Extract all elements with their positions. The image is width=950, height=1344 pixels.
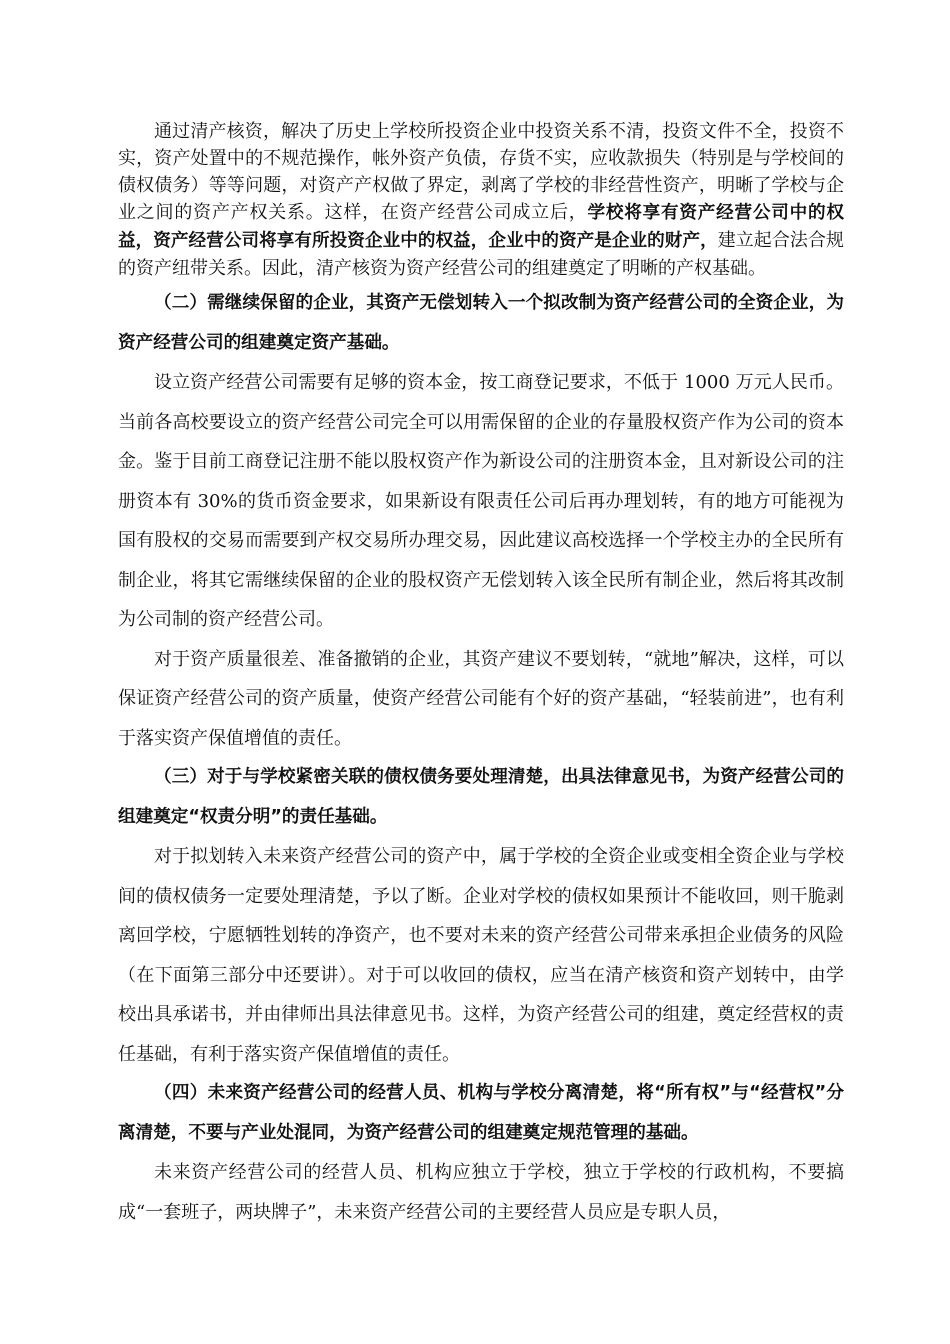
document-page xyxy=(118,118,844,1232)
section-heading-4: （四）未来资产经营公司的经营人员、机构与学校分离清楚，将“所有权”与“经营权”分离清楚，不要与产业处混同，为资产经营公司的组建奠定规范管理的基础。 xyxy=(118,1083,844,1143)
paragraph-asset-verification xyxy=(118,118,844,282)
bold-text-run: 学校将享有资产经营公司中的权益，资产经营公司将享有所投资企业中的权益，企业中的资产是企业的财产， xyxy=(118,203,844,251)
paragraph-capital: 设立资产经营公司需要有足够的资本金，按工商登记要求，不低于 1000 万元人民币。当前各高校要设立的资产经营公司完全可以用需保留的企业的存量股权资产作为公司的资本金。鉴于目前工商登记注册不能以股权资产作为新设公司的注册资本金，且对新设公司的注册资本有 30%的货币资金要求，如果新设有限责任公司后再办理划转，有的地方可能视为国有股权的交易而需要到产权交易所办理交易，因此建议高校选择一个学校主办的全民所有制企业，将其它需继续保留的企业的股权资产无偿划转入该全民所有制企业，然后将其改制为公司制的资产经营公司。 xyxy=(118,372,844,630)
paragraph-poor-assets: 对于资产质量很差、准备撤销的企业，其资产建议不要划转，“就地”解决，这样，可以保证资产经营公司的资产质量，使资产经营公司能有个好的资产基础，“轻装前进”，也有利于落实资产保值增值的责任。 xyxy=(118,648,844,749)
paragraph-personnel: 未来资产经营公司的经营人员、机构应独立于学校，独立于学校的行政机构，不要搞成“一套班子，两块牌子”，未来资产经营公司的主要经营人员应是专职人员， xyxy=(118,1162,844,1223)
section-heading-2: （二）需继续保留的企业，其资产无偿划转入一个拟改制为资产经营公司的全资企业，为资产经营公司的组建奠定资产基础。 xyxy=(118,293,844,353)
paragraph-debts: 对于拟划转入未来资产经营公司的资产中，属于学校的全资企业或变相全资企业与学校间的债权债务一定要处理清楚，予以了断。企业对学校的债权如果预计不能收回，则干脆剥离回学校，宁愿牺牲划转的净资产，也不要对未来的资产经营公司带来承担企业债务的风险（在下面第三部分中还要讲）。对于可以收回的债权，应当在清产核资和资产划转中，由学校出具承诺书，并由律师出具法律意见书。这样，为资产经营公司的组建，奠定经营权的责任基础，有利于落实资产保值增值的责任。 xyxy=(118,846,844,1065)
section-heading-3: （三）对于与学校紧密关联的债权债务要处理清楚，出具法律意见书，为资产经营公司的组建奠定“权责分明”的责任基础。 xyxy=(118,767,844,827)
text-run: 通过清产核资，解决了历史上学校所投资企业中投资关系不清，投资文件不全，投资不实，资产处置中的不规范操作，帐外资产负债，存货不实，应收款损失（特别是与学校间的债权债务）等等问题，对资产产权做了界定，剥离了学校的非经营性资产，明晰了学校与企业之间的资产产权关系。这样，在资产经营公司成立后， xyxy=(118,121,844,223)
text-run: 建立起合法合规的资产纽带关系。因此，清产核资为资产经营公司的组建奠定了明晰的产权基础。 xyxy=(118,230,844,279)
